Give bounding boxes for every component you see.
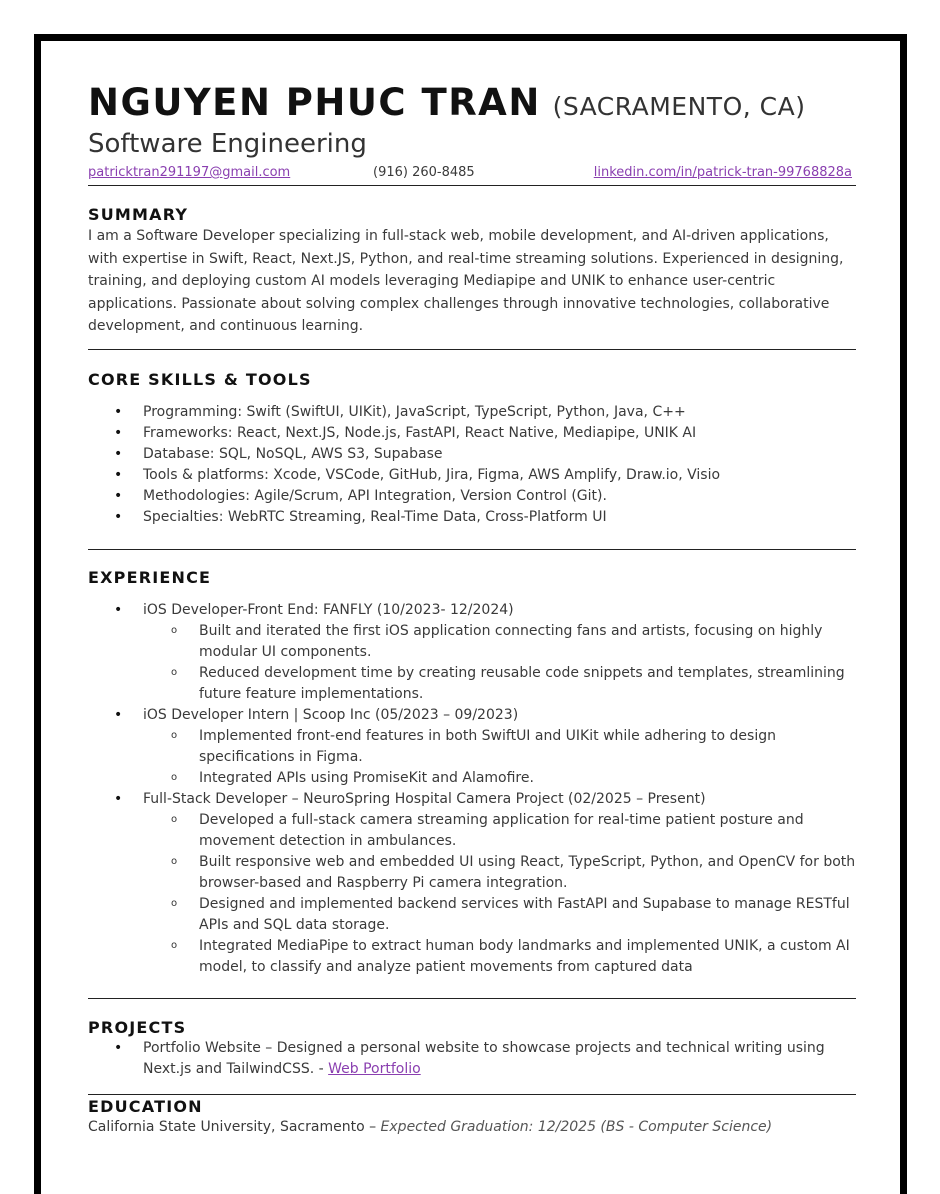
resume-content [88,79,856,1137]
job-bullet: o Built responsive web and embedded UI using React, TypeScript, Python, and OpenCV for both browser-based and Raspberry Pi camera integration. [143,852,856,894]
job-title: Full-Stack Developer – NeuroSpring Hospital Camera Project (02/2025 – Present) [143,790,706,807]
skill-item: • Tools & platforms: Xcode, VSCode, GitHub, Jira, Figma, AWS Amplify, Draw.io, Visio [88,465,856,486]
projects-list [88,1038,856,1080]
job-bullets [143,810,856,978]
job-item [88,600,856,705]
section-divider [88,549,856,550]
section-divider [88,185,856,186]
candidate-location: (SACRAMENTO, CA) [552,92,806,121]
summary-heading: SUMMARY [88,205,189,224]
job-bullets [143,726,856,789]
job-bullet: o Integrated APIs using PromiseKit and Alamofire. [143,768,856,789]
candidate-title: Software Engineering [88,129,367,159]
job-title: iOS Developer-Front End: FANFLY (10/2023- 12/2024) [143,601,514,618]
job-bullet: o Integrated MediaPipe to extract human body landmarks and implemented UNIK, a custom AI model, to classify and analyze patient movements from captured data [143,936,856,978]
linkedin-link[interactable]: linkedin.com/in/patrick-tran-99768828a [593,165,852,180]
project-description: Portfolio Website – Designed a personal website to showcase projects and technical writing using Next.js and TailwindCSS. - [143,1039,825,1077]
summary-text: I am a Software Developer specializing in full-stack web, mobile development, and AI-driven applications, with expertise in Swift, React, Next.JS, Python, and real-time streaming solutions. Experienced in designing, training, and deploying custom AI models leveraging Mediapipe and UNIK to enhance user-centric applications. Passionate about solving complex challenges through innovative technologies, collaborative development, and continuous learning. [88,228,844,335]
job-title: iOS Developer Intern | Scoop Inc (05/2023 – 09/2023) [143,706,519,723]
contact-row [88,163,856,185]
skill-item: • Frameworks: React, Next.JS, Node.js, FastAPI, React Native, Mediapipe, UNIK AI [88,423,856,444]
phone-number: (916) 260-8485 [373,165,475,180]
education-heading: EDUCATION [88,1096,203,1116]
education-detail: Expected Graduation: 12/2025 (BS - Computer Science) [380,1118,773,1135]
portfolio-link[interactable]: Web Portfolio [328,1060,421,1077]
school-name: California State University, Sacramento – [88,1118,381,1135]
skill-item: • Database: SQL, NoSQL, AWS S3, Supabase [88,444,856,465]
skill-item: • Specialties: WebRTC Streaming, Real-Time Data, Cross-Platform UI [88,507,856,528]
section-divider [88,349,856,350]
project-item [88,1038,856,1080]
resume-page [41,41,900,1194]
skill-item: • Programming: Swift (SwiftUI, UIKit), JavaScript, TypeScript, Python, Java, C++ [88,402,856,423]
experience-heading: EXPERIENCE [88,567,212,587]
section-divider [88,1094,856,1095]
job-bullet: o Built and iterated the first iOS application connecting fans and artists, focusing on highly modular UI components. [143,621,856,663]
skills-list [88,402,856,528]
job-bullet: o Designed and implemented backend services with FastAPI and Supabase to manage RESTful APIs and SQL data storage. [143,894,856,936]
skills-heading: CORE SKILLS & TOOLS [88,369,312,389]
job-bullet: o Reduced development time by creating reusable code snippets and templates, streamlining future feature implementations. [143,663,856,705]
header-name-line [88,79,856,127]
education-entry [88,1117,856,1137]
experience-list [88,600,856,978]
job-bullet: o Developed a full-stack camera streaming application for real-time patient posture and movement detection in ambulances. [143,810,856,852]
email-link[interactable]: patricktran291197@gmail.com [88,165,291,180]
projects-heading: PROJECTS [88,1017,187,1037]
section-divider [88,998,856,999]
job-item [88,705,856,789]
page-frame [34,34,907,1194]
skill-item: • Methodologies: Agile/Scrum, API Integration, Version Control (Git). [88,486,856,507]
job-item [88,789,856,978]
job-bullet: o Implemented front-end features in both SwiftUI and UIKit while adhering to design specifications in Figma. [143,726,856,768]
candidate-name: NGUYEN PHUC TRAN [88,81,541,124]
job-bullets [143,621,856,705]
